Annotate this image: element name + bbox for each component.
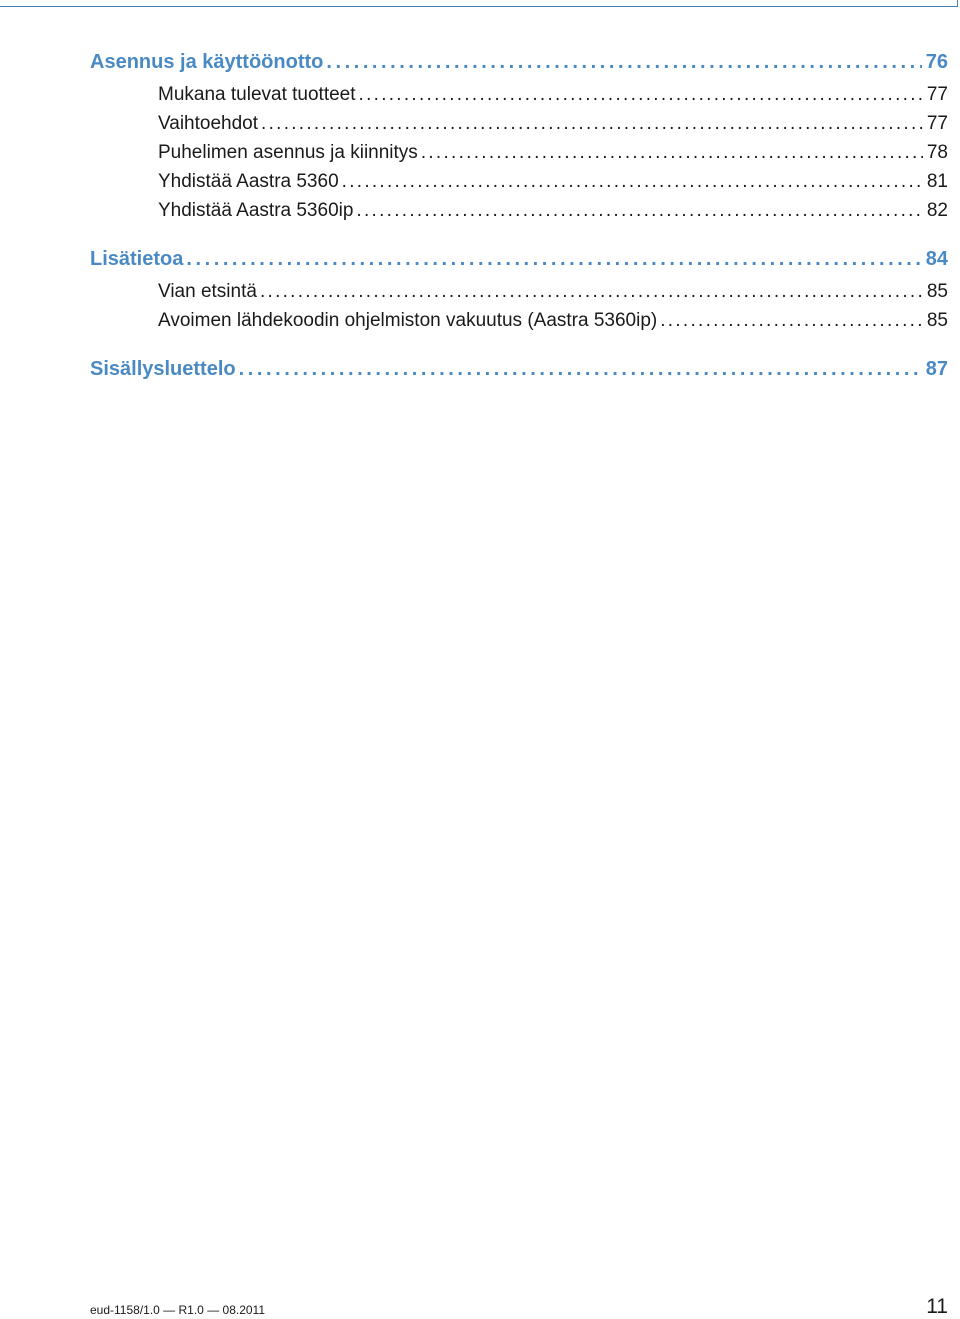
toc-entry-troubleshooting[interactable] <box>90 277 948 306</box>
toc-leader-dots <box>260 277 923 306</box>
toc-leader-dots <box>261 109 923 138</box>
toc-page-number: 85 <box>926 281 948 302</box>
toc-entry-title: Vaihtoehdot <box>158 113 259 134</box>
toc-chapter-contents[interactable] <box>90 351 948 387</box>
toc-page-number: 84 <box>925 248 948 270</box>
toc-leader-dots <box>660 306 923 335</box>
toc-page-number: 81 <box>926 171 948 192</box>
toc-entry-open-source-warranty[interactable] <box>90 306 948 335</box>
toc-entry-title: Puhelimen asennus ja kiinnitys <box>158 142 418 163</box>
toc-leader-dots <box>186 241 921 277</box>
document-code: eud-1158/1.0 — R1.0 — 08.2011 <box>90 1303 266 1317</box>
toc-page-number: 78 <box>926 142 948 163</box>
toc-page-number: 77 <box>926 113 948 134</box>
toc-entry-phone-installation[interactable] <box>90 138 948 167</box>
toc-leader-dots <box>356 196 922 225</box>
toc-entry-title: Yhdistää Aastra 5360ip <box>158 200 354 221</box>
toc-page-number: 85 <box>926 310 948 331</box>
toc-entry-title: Yhdistää Aastra 5360 <box>158 171 339 192</box>
toc-spacer <box>90 335 948 351</box>
toc-leader-dots <box>359 80 923 109</box>
toc-entry-connect-5360[interactable] <box>90 167 948 196</box>
header-rule <box>0 0 958 7</box>
toc-chapter-install[interactable] <box>90 44 948 80</box>
toc-chapter-more-info[interactable] <box>90 241 948 277</box>
toc-entry-connect-5360ip[interactable] <box>90 196 948 225</box>
toc-page-number: 77 <box>926 84 948 105</box>
toc-entry-included-products[interactable] <box>90 80 948 109</box>
toc-page-number: 76 <box>925 51 948 73</box>
toc-chapter-title: Sisällysluettelo <box>90 358 236 380</box>
toc-chapter-title: Lisätietoa <box>90 248 184 270</box>
toc-spacer <box>90 225 948 241</box>
toc-entry-options[interactable] <box>90 109 948 138</box>
page-number: 11 <box>926 1295 948 1318</box>
toc-leader-dots <box>421 138 923 167</box>
toc-chapter-title: Asennus ja käyttöönotto <box>90 51 324 73</box>
toc-entry-title: Vian etsintä <box>158 281 257 302</box>
toc-leader-dots <box>239 351 922 387</box>
table-of-contents <box>90 44 948 387</box>
toc-page-number: 87 <box>925 358 948 380</box>
toc-leader-dots <box>342 167 923 196</box>
toc-page-number: 82 <box>926 200 948 221</box>
toc-entry-title: Mukana tulevat tuotteet <box>158 84 356 105</box>
toc-leader-dots <box>326 44 921 80</box>
toc-entry-title: Avoimen lähdekoodin ohjelmiston vakuutus (Aastra 5360ip) <box>158 310 658 331</box>
